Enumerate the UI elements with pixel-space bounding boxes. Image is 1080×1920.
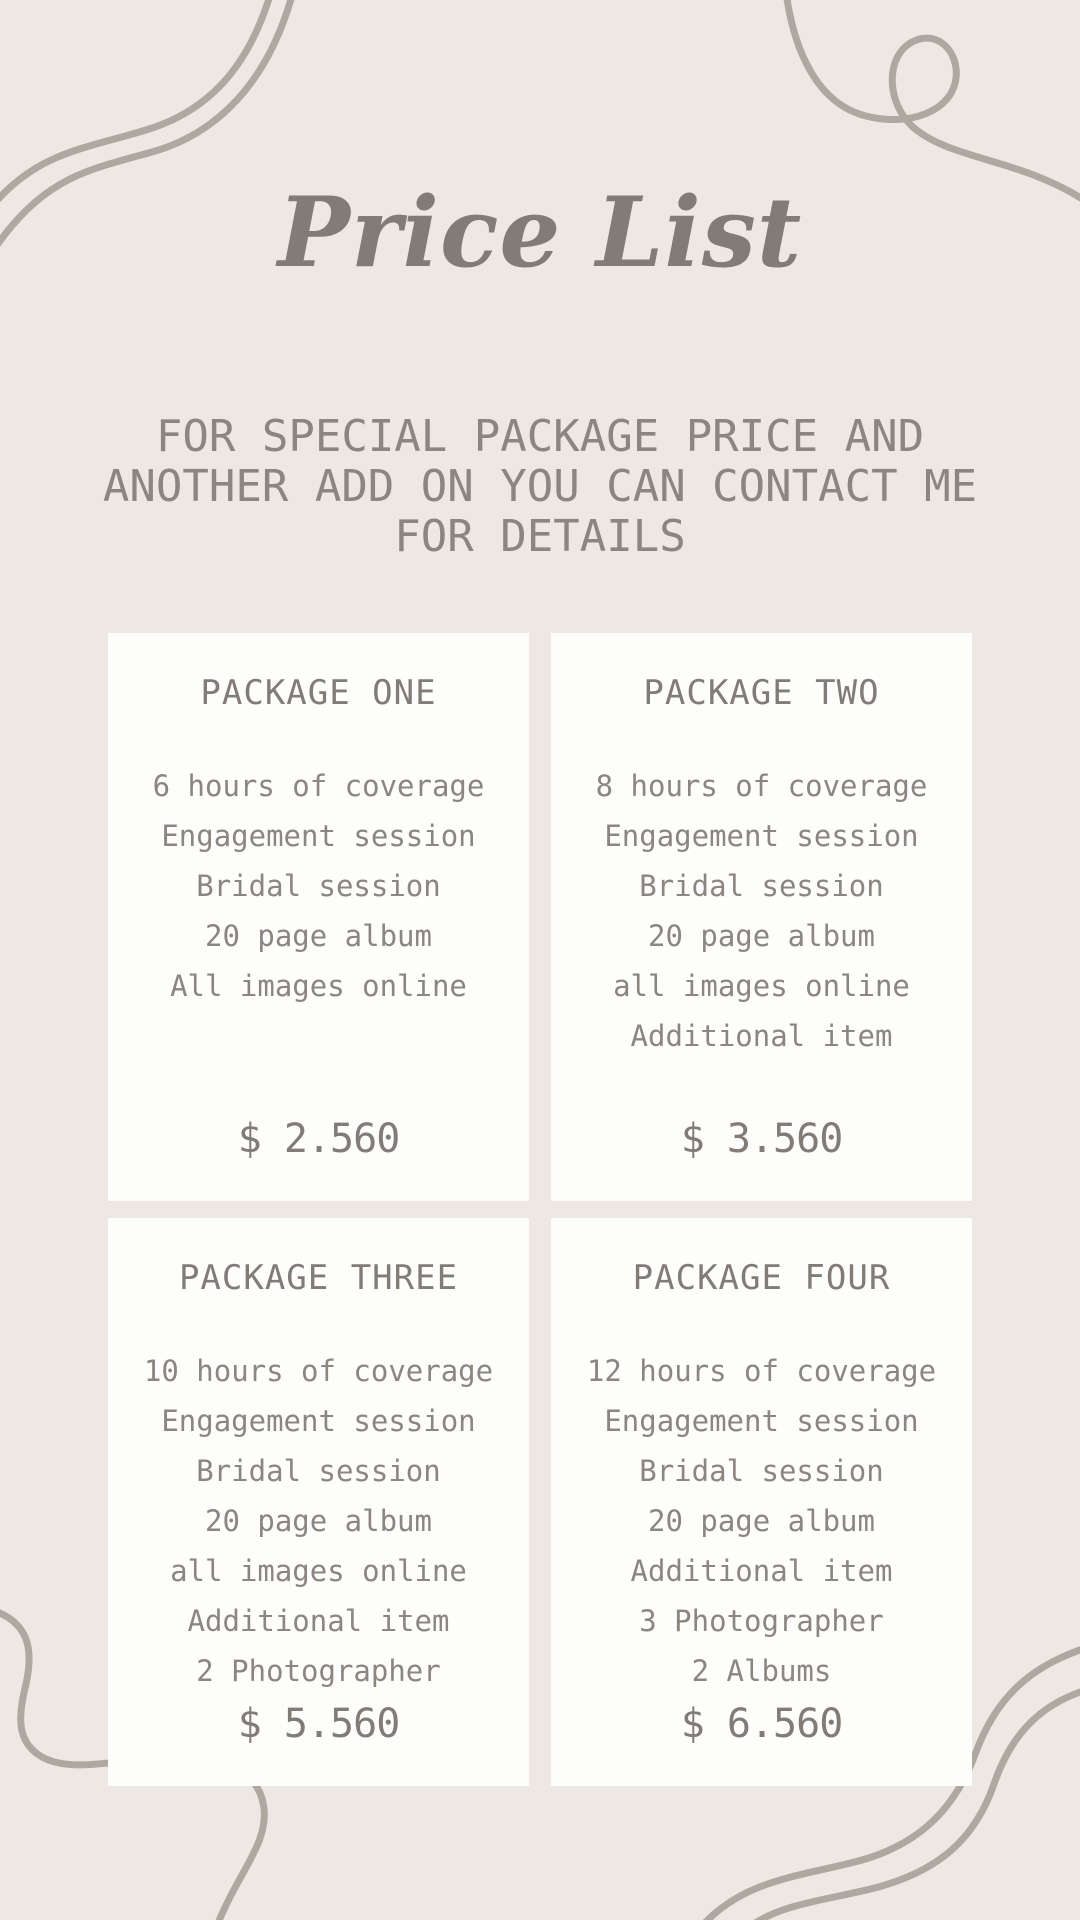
contact-note-line: FOR SPECIAL PACKAGE PRICE AND xyxy=(155,411,925,462)
package-item: 8 hours of coverage xyxy=(595,769,928,803)
package-price: $ 3.560 xyxy=(680,1116,843,1162)
contact-note-line: ANOTHER ADD ON YOU CAN CONTACT ME xyxy=(102,461,978,512)
package-price: $ 5.560 xyxy=(237,1701,400,1747)
package-items xyxy=(153,761,485,1011)
package-title: PACKAGE TWO xyxy=(643,673,880,713)
package-title: PACKAGE FOUR xyxy=(632,1258,891,1298)
package-item: 12 hours of coverage xyxy=(586,1354,937,1388)
package-item: Engagement session xyxy=(161,819,476,853)
package-item: 6 hours of coverage xyxy=(152,769,485,803)
package-price: $ 2.560 xyxy=(237,1116,400,1162)
package-item: 3 Photographer xyxy=(639,1604,884,1638)
package-item: 2 Photographer xyxy=(196,1654,441,1688)
package-item: Bridal session xyxy=(639,869,884,903)
package-item: Bridal session xyxy=(196,1454,441,1488)
package-card xyxy=(551,1218,972,1786)
package-title: PACKAGE THREE xyxy=(178,1258,459,1298)
contact-note-line: FOR DETAILS xyxy=(394,511,686,562)
package-title: PACKAGE ONE xyxy=(200,673,437,713)
package-price: $ 6.560 xyxy=(680,1701,843,1747)
package-item: Additional item xyxy=(187,1604,450,1638)
package-item: all images online xyxy=(613,969,910,1003)
package-card xyxy=(108,633,529,1201)
package-grid xyxy=(108,633,972,1786)
package-card xyxy=(108,1218,529,1786)
package-items xyxy=(144,1346,493,1696)
package-item: All images online xyxy=(170,969,467,1003)
package-item: Bridal session xyxy=(639,1454,884,1488)
package-item: 2 Albums xyxy=(691,1654,832,1688)
package-items xyxy=(596,761,928,1061)
package-item: Engagement session xyxy=(604,1404,919,1438)
package-item: 20 page album xyxy=(205,919,432,953)
package-item: Engagement session xyxy=(161,1404,476,1438)
package-item: Additional item xyxy=(630,1554,893,1588)
package-items xyxy=(587,1346,936,1696)
package-item: 10 hours of coverage xyxy=(143,1354,494,1388)
page-title: Price List xyxy=(277,176,803,289)
package-item: 20 page album xyxy=(205,1504,432,1538)
package-item: Additional item xyxy=(630,1019,893,1053)
package-card xyxy=(551,633,972,1201)
package-item: Bridal session xyxy=(196,869,441,903)
contact-note xyxy=(0,412,1080,562)
package-item: 20 page album xyxy=(648,919,875,953)
package-item: Engagement session xyxy=(604,819,919,853)
package-item: all images online xyxy=(170,1554,467,1588)
package-item: 20 page album xyxy=(648,1504,875,1538)
